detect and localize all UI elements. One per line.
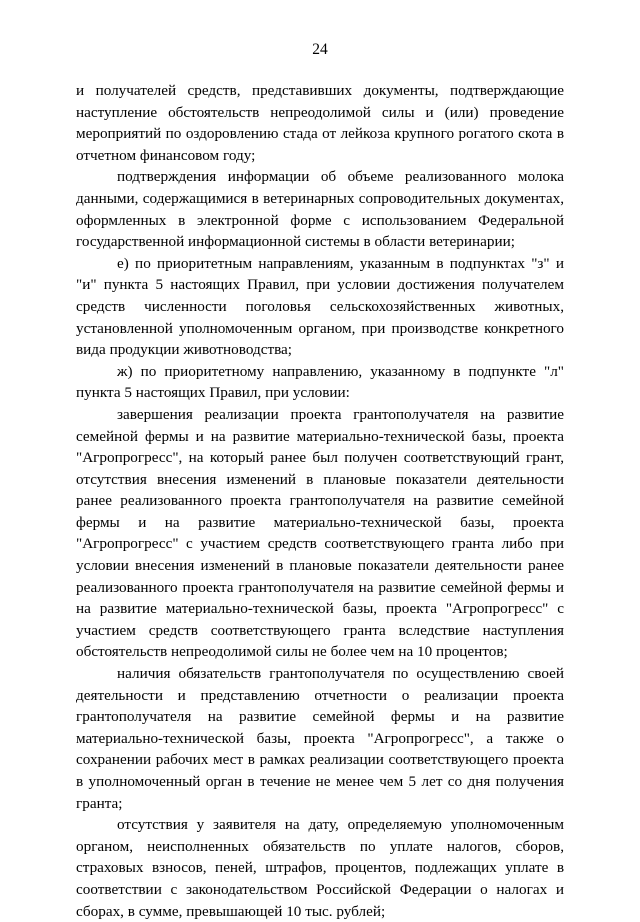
paragraph: наличия обязательств грантополучателя по осуществлению своей деятельности и представлению отчетности о реализации проекта грантополучателя на развитие семейной фермы и на развитие материально-технической базы, проекта "Агропрогресс", а также о сохранении рабочих мест в рамках реализации соответствующего проекта в уполномоченный орган в течение не менее чем 5 лет со дня получения гранта; (76, 665, 564, 812)
paragraph: и получателей средств, представивших документы, подтверждающие наступление обстоятельств непреодолимой силы и (или) проведение мероприятий по оздоровлению стада от лейкоза крупного рогатого скота в отчетном финансовом году; (76, 82, 564, 164)
paragraph: завершения реализации проекта грантополучателя на развитие семейной фермы и на развитие материально-технической базы, проекта "Агропрогресс", на который ранее был получен соответствующий грант, отсутствия внесения изменений в плановые показатели деятельности ранее реализованного проекта грантополучателя на развитие семейной фермы и на развитие материально-технической базы, проекта "Агропрогресс" с участием средств соответствующего гранта либо при условии внесения изменений в плановые показатели деятельности ранее реализованного проекта грантополучателя на развитие семейной фермы и на развитие материально-технической базы, проекта "Агропрогресс" с участием средств соответствующего гранта вследствие наступления обстоятельств непреодолимой силы не более чем на 10 процентов; (76, 405, 564, 661)
paragraph: отсутствия у заявителя на дату, определяемую уполномоченным органом, неисполненных обязательств по уплате налогов, сборов, страховых взносов, пеней, штрафов, процентов, подлежащих уплате в соответствии с законодательством Российской Федерации о налогах и сборах, в сумме, превышающей 10 тыс. рублей; (76, 816, 564, 920)
page-number: 24 (312, 41, 328, 58)
paragraph: ж) по приоритетному направлению, указанному в подпункте "л" пункта 5 настоящих Правил, при условии: (76, 362, 564, 402)
document-body (76, 80, 564, 922)
paragraph: е) по приоритетным направлениям, указанным в подпунктах "з" и "и" пункта 5 настоящих Правил, при условии достижения получателем средств численности поголовья сельскохозяйственных животных, установленной уполномоченным органом, при производстве конкретного вида продукции животноводства; (76, 254, 564, 359)
paragraph: подтверждения информации об объеме реализованного молока данными, содержащимися в ветеринарных сопроводительных документах, оформленных в электронной форме с использованием Федеральной государственной информационной системы в области ветеринарии; (76, 168, 564, 251)
